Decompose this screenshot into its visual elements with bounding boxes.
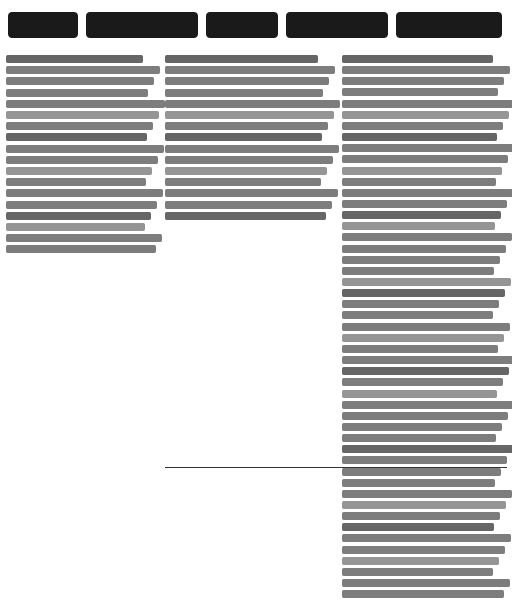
headline-segment: [396, 12, 502, 38]
text-line: [6, 201, 157, 209]
text-line: [342, 144, 512, 152]
text-line: [342, 490, 512, 498]
headline: [8, 6, 502, 46]
text-line: [342, 401, 512, 409]
text-line: [165, 178, 321, 186]
text-line: [6, 167, 152, 175]
text-line: [342, 100, 512, 108]
column-1: [6, 55, 156, 255]
text-line: [6, 234, 162, 242]
text-line: [342, 200, 507, 208]
text-line: [342, 468, 501, 476]
text-line: [6, 55, 143, 63]
headline-segment: [206, 12, 278, 38]
text-line: [342, 155, 508, 163]
text-line: [342, 334, 504, 342]
text-line: [6, 133, 147, 141]
text-line: [342, 222, 495, 230]
text-line: [342, 256, 500, 264]
text-line: [165, 167, 327, 175]
text-line: [342, 412, 508, 420]
text-line: [165, 122, 328, 130]
text-line: [342, 111, 509, 119]
text-line: [342, 590, 504, 598]
text-line: [342, 289, 505, 297]
text-line: [165, 89, 323, 97]
text-line: [6, 111, 159, 119]
text-line: [6, 156, 158, 164]
text-line: [6, 178, 146, 186]
text-line: [6, 66, 160, 74]
text-line: [6, 122, 153, 130]
text-line: [165, 212, 326, 220]
text-line: [6, 89, 148, 97]
text-line: [342, 278, 511, 286]
text-line: [342, 501, 506, 509]
text-line: [165, 133, 322, 141]
text-line: [342, 323, 510, 331]
text-line: [342, 479, 495, 487]
text-line: [165, 100, 340, 108]
headline-segment: [86, 12, 198, 38]
text-line: [342, 434, 496, 442]
text-line: [6, 223, 145, 231]
text-line: [342, 77, 504, 85]
text-line: [342, 233, 512, 241]
text-line: [165, 77, 329, 85]
column-divider: [165, 467, 507, 468]
text-line: [342, 300, 499, 308]
text-line: [6, 145, 164, 153]
column-3: [342, 55, 506, 600]
text-line: [342, 456, 507, 464]
text-line: [342, 189, 512, 197]
text-line: [165, 111, 334, 119]
text-line: [342, 122, 503, 130]
text-line: [6, 212, 151, 220]
text-line: [342, 534, 511, 542]
text-line: [342, 55, 493, 63]
text-line: [165, 55, 318, 63]
headline-segment: [286, 12, 388, 38]
text-line: [165, 201, 332, 209]
text-line: [342, 356, 512, 364]
text-line: [342, 546, 505, 554]
text-line: [342, 512, 500, 520]
text-line: [342, 445, 512, 453]
text-line: [6, 77, 154, 85]
text-line: [342, 167, 502, 175]
text-line: [165, 189, 338, 197]
text-line: [342, 345, 498, 353]
text-line: [342, 88, 498, 96]
text-line: [342, 378, 503, 386]
text-line: [6, 245, 156, 253]
text-line: [342, 267, 494, 275]
text-line: [342, 568, 493, 576]
column-2: [165, 55, 332, 225]
text-line: [6, 189, 163, 197]
text-line: [342, 66, 510, 74]
text-line: [342, 311, 493, 319]
text-line: [165, 156, 333, 164]
text-line: [342, 245, 506, 253]
headline-segment: [8, 12, 78, 38]
text-line: [165, 66, 335, 74]
text-line: [342, 523, 494, 531]
text-line: [342, 557, 499, 565]
text-line: [342, 211, 501, 219]
text-line: [342, 367, 509, 375]
text-line: [165, 145, 339, 153]
text-line: [342, 423, 502, 431]
text-line: [342, 579, 510, 587]
text-line: [6, 100, 165, 108]
text-line: [342, 390, 497, 398]
text-line: [342, 133, 497, 141]
text-line: [342, 178, 496, 186]
